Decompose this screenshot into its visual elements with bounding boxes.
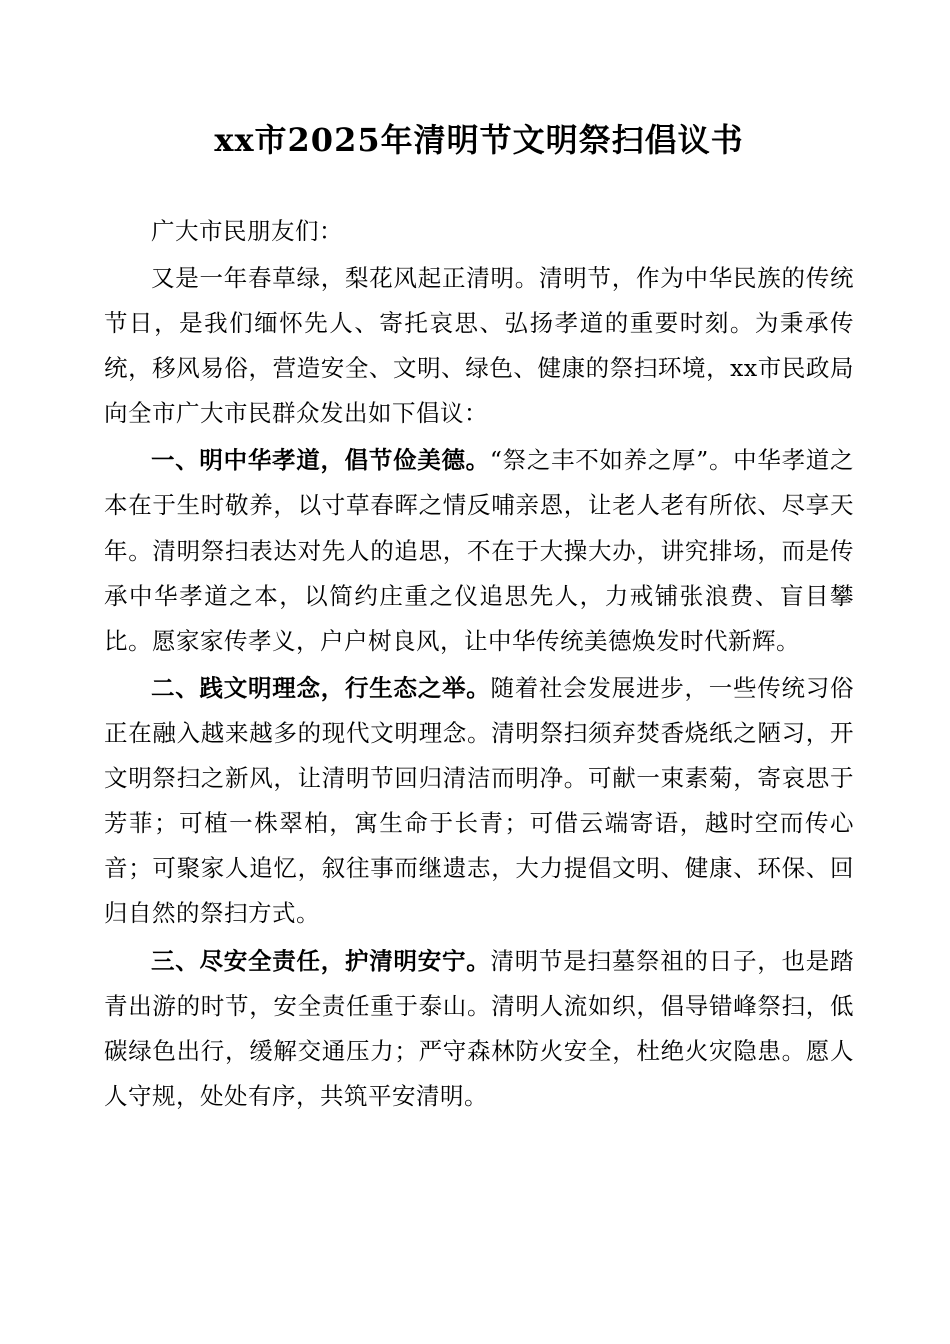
paragraph-2-text: “祭之丰不如养之厚”。中华孝道之本在于生时敬养，以寸草春晖之情反哺亲恩，让老人老有所依、尽享天年。清明祭扫表达对先人的追思，不在于大操大办，讲究排场，而是传承中华孝道之本，以简约庄重之仪追思先人，力戒铺张浪费、盲目攀比。愿家家传孝义，户户树良风，让中华传统美德焕发时代新辉。 (104, 446, 855, 655)
paragraph-4-heading: 三、尽安全责任，护清明安宁。 (151, 946, 491, 975)
paragraph-1-text: 又是一年春草绿，梨花风起正清明。清明节，作为中华民族的传统节日，是我们缅怀先人、寄托哀思、弘扬孝道的重要时刻。为秉承传统，移风易俗，营造安全、文明、绿色、健康的祭扫环境，xx市民政局向全市广大市民群众发出如下倡议： (104, 263, 854, 428)
salutation: 广大市民朋友们： (151, 216, 343, 245)
page-title: xx市2025年清明节文明祭扫倡议书 (214, 121, 744, 159)
paragraph-2 (104, 438, 854, 664)
paragraph-1 (104, 256, 854, 436)
paragraph-3 (104, 666, 854, 937)
paragraph-4 (104, 939, 854, 1119)
paragraph-3-text: 随着社会发展进步，一些传统习俗正在融入越来越多的现代文明理念。清明祭扫须弃焚香烧纸之陋习，开文明祭扫之新风，让清明节回归清洁而明净。可献一束素菊，寄哀思于芳菲；可植一株翠柏，寓生命于长青；可借云端寄语，越时空而传心音；可聚家人追忆，叙往事而继遗志，大力提倡文明、健康、环保、回归自然的祭扫方式。 (104, 673, 854, 928)
paragraph-4-text: 清明节是扫墓祭祖的日子，也是踏青出游的时节，安全责任重于泰山。清明人流如织，倡导错峰祭扫，低碳绿色出行，缓解交通压力；严守森林防火安全，杜绝火灾隐患。愿人人守规，处处有序，共筑平安清明。 (104, 946, 854, 1110)
paragraph-2-heading: 一、明中华孝道，倡节俭美德。 (151, 446, 490, 475)
paragraph-3-heading: 二、践文明理念，行生态之举。 (151, 673, 491, 702)
